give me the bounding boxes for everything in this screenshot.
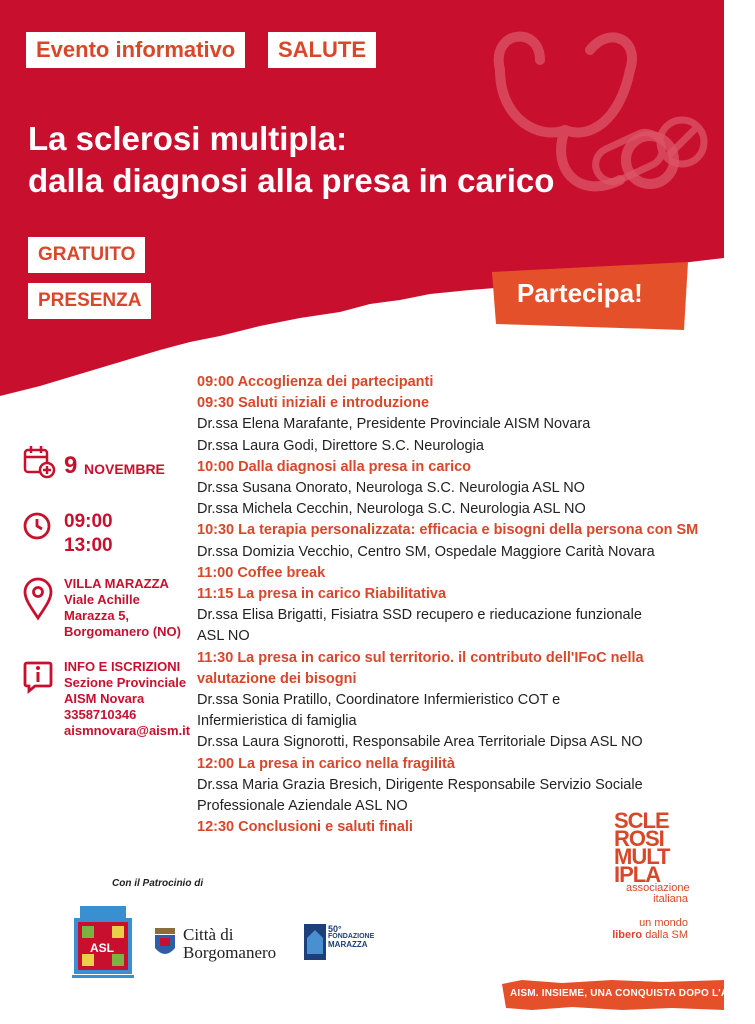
info-icon [22, 660, 54, 694]
asl-logo-label: ASL [90, 941, 114, 955]
fondazione-marazza-logo-icon [304, 924, 326, 960]
title-line: dalla diagnosi alla presa in carico [28, 162, 555, 199]
contact-line: AISM Novara [64, 691, 145, 706]
agenda-speaker: Dr.ssa Elisa Brigatti, Fisiatra SSD recupero e rieducazione funzionale [197, 607, 642, 624]
contact-line: Sezione Provinciale [64, 675, 187, 690]
agenda-session-title: 09:00 Accoglienza dei partecipanti [197, 374, 434, 390]
clock-icon [22, 511, 52, 541]
aism-logo-line: SCLE [614, 808, 669, 833]
borgomanero-line: Città di [183, 925, 234, 944]
page-title [28, 118, 554, 202]
agenda-session-title: valutazione dei bisogni [197, 670, 357, 687]
agenda-speaker: Dr.ssa Maria Grazia Bresich, Dirigente Responsabile Servizio Sociale [197, 776, 643, 793]
aism-tagline-line: un mondo [639, 917, 688, 929]
venue-address-line: Marazza 5, [64, 608, 130, 623]
borgomanero-logo-text [183, 926, 276, 962]
aism-logo-line: MULT [614, 844, 670, 869]
free-badge: GRATUITO [28, 237, 145, 273]
venue-block [64, 576, 181, 640]
agenda-speaker: Dr.ssa Laura Godi, Direttore S.C. Neurologia [197, 437, 484, 454]
aism-logo-line: ROSI [614, 826, 664, 851]
agenda-speaker: Dr.ssa Laura Signorotti, Responsabile Area Territoriale Dipsa ASL NO [197, 734, 643, 751]
pill-icon [590, 100, 710, 200]
agenda-session-title: 12:00 La presa in carico nella fragilità [197, 755, 455, 772]
title-line: La sclerosi multipla: [28, 120, 348, 157]
agenda-speaker: Dr.ssa Elena Marafante, Presidente Provinciale AISM Novara [197, 416, 591, 433]
aism-assoc-line: italiana [653, 893, 688, 905]
aism-assoc-line: associazione [626, 882, 690, 894]
event-type-tag: Evento informativo [26, 32, 245, 68]
aism-tagline-bold: libero [612, 929, 643, 941]
agenda-session-title: 09:30 Saluti iniziali e introduzione [197, 395, 430, 412]
participate-button[interactable]: Partecipa! [517, 278, 643, 308]
contact-heading: INFO E ISCRIZIONI [64, 659, 181, 674]
event-day: 9 [64, 452, 78, 479]
contact-block [64, 659, 190, 739]
contact-phone[interactable]: 3358710346 [64, 707, 137, 722]
venue-city: Borgomanero (NO) [64, 624, 181, 639]
agenda-speaker: Infermieristica di famiglia [197, 713, 357, 730]
agenda-speaker: Dr.ssa Domizia Vecchio, Centro SM, Ospedale Maggiore Carità Novara [197, 543, 655, 560]
borgomanero-crest-icon [152, 926, 178, 960]
borgomanero-line: Borgomanero [183, 943, 277, 962]
agenda-session-title: 11:15 La presa in carico Riabilitativa [197, 586, 447, 603]
agenda-speaker: Professionale Aziendale ASL NO [197, 798, 408, 815]
event-month: NOVEMBRE [84, 461, 165, 477]
fondazione-line: FONDAZIONE [328, 933, 375, 940]
fondazione-marazza-text [328, 925, 374, 949]
agenda-speaker: ASL NO [197, 628, 250, 645]
fondazione-line: MARAZZA [328, 940, 368, 949]
location-pin-icon [22, 578, 54, 620]
aism-logo [614, 808, 704, 887]
end-time: 13:00 [64, 535, 113, 556]
agenda-list [197, 372, 712, 838]
agenda-session-title: 11:00 Coffee break [197, 564, 326, 581]
aism-tagline [610, 917, 688, 941]
venue-name: VILLA MARAZZA [64, 576, 169, 591]
agenda-speaker: Dr.ssa Sonia Pratillo, Coordinatore Infermieristico COT e [197, 692, 561, 709]
patronage-label: Con il Patrocinio di [112, 878, 204, 889]
agenda-speaker: Dr.ssa Michela Cecchin, Neurologa S.C. Neurologia ASL NO [197, 501, 586, 518]
agenda-session-title: 10:30 La terapia personalizzata: efficacia e bisogni della persona con SM [197, 522, 699, 539]
footer-slogan: AISM. INSIEME, UNA CONQUISTA DOPO L'ALTRA [510, 988, 755, 999]
aism-tagline-rest: dalla SM [642, 929, 688, 941]
aism-association-text [626, 883, 688, 905]
fondazione-anniversary: 50° [328, 924, 342, 934]
category-tag: SALUTE [268, 32, 376, 68]
aism-logo-line: IPLA [614, 862, 661, 887]
venue-address-line: Viale Achille [64, 592, 140, 607]
agenda-speaker: Dr.ssa Susana Onorato, Neurologa S.C. Neurologia ASL NO [197, 480, 585, 497]
start-time: 09:00 [64, 511, 113, 532]
contact-email[interactable]: aismnovara@aism.it [64, 723, 191, 738]
agenda-session-title: 11:30 La presa in carico sul territorio. il contributo dell'IFoC nella [197, 649, 644, 666]
agenda-session-title: 10:00 Dalla diagnosi alla presa in carico [197, 458, 472, 475]
aism-tagline-line [610, 929, 688, 941]
agenda-session-title: 12:30 Conclusioni e saluti finali [197, 819, 413, 836]
calendar-add-icon [22, 444, 56, 478]
in-person-badge: PRESENZA [28, 283, 151, 319]
